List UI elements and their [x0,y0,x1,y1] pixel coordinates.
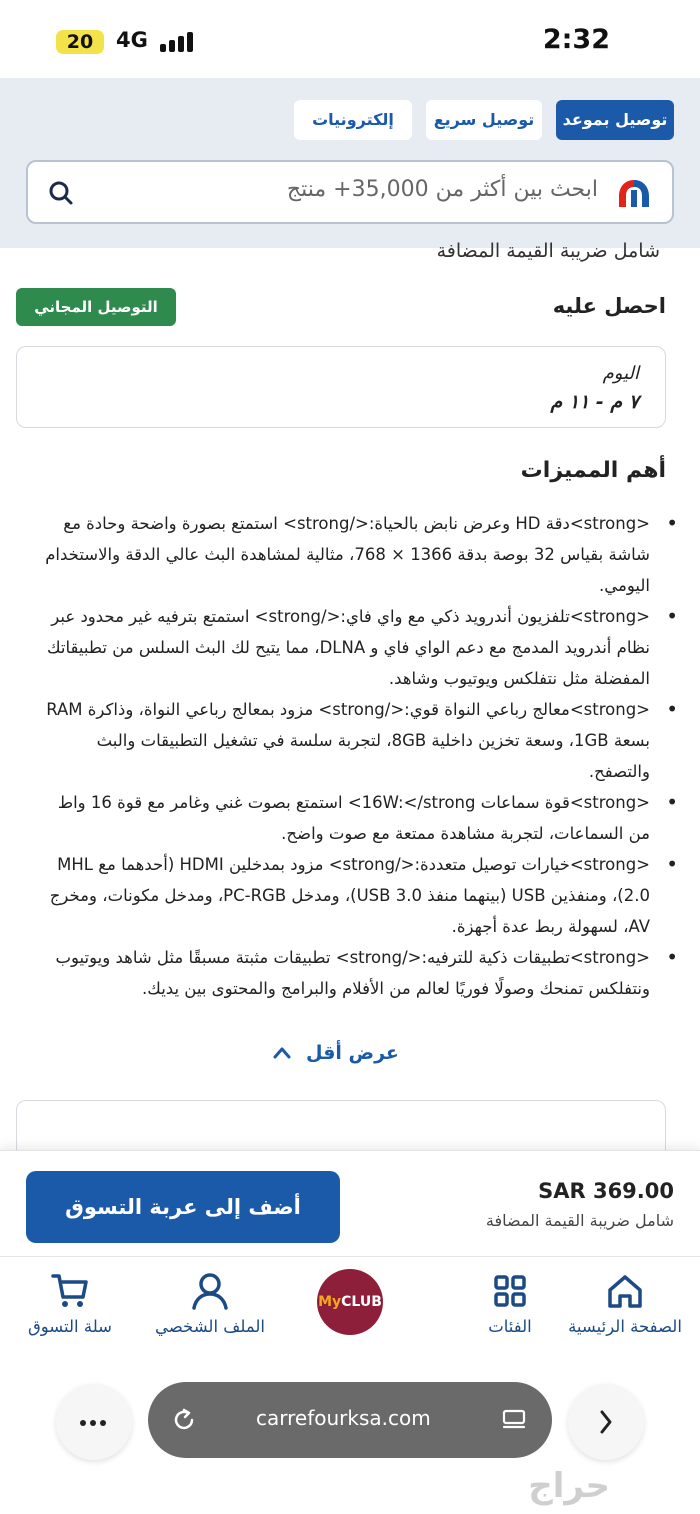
express-delivery-chip[interactable]: توصيل سريع [426,100,542,140]
carrefour-logo-icon [616,176,652,210]
reload-icon[interactable] [170,1406,198,1434]
status-bar [0,0,700,78]
nav-categories-label: الفئات [488,1317,532,1336]
delivery-title: احصل عليه [552,294,666,318]
nav-cart[interactable] [10,1271,130,1336]
nav-home[interactable] [560,1271,690,1336]
nav-profile-label: الملف الشخصي [155,1317,265,1336]
address-bar[interactable] [148,1382,552,1458]
more-dots-icon [80,1420,106,1426]
chevron-right-icon [568,1384,644,1460]
search-icon[interactable] [48,180,74,206]
sticky-cart-bar [0,1150,700,1256]
feature-item: • <strong>دقة HD وعرض نابض بالحياة:</strong> استمتع بصورة واضحة وحادة مع شاشة بقياس 32 بوصة بدقة 1366 × 768، مثالية لمشاهدة البث عالي الدقة والاستخدام اليومي. [40,508,680,601]
bottom-navigation [0,1256,700,1366]
feature-item: • <strong>معالج رباعي النواة قوي:</strong> مزود بمعالج رباعي النواة، وذاكرة RAM بسعة 1GB، وسعة تخزين داخلية 8GB، لتجربة سلسة في تشغيل التطبيقات والبث والتصفح. [40,694,680,787]
user-icon [190,1271,230,1311]
cart-icon [50,1271,90,1311]
nav-profile[interactable] [140,1271,280,1336]
browser-toolbar [0,1366,700,1514]
scheduled-delivery-chip[interactable]: توصيل بموعد [556,100,674,140]
grid-icon [490,1271,530,1311]
home-icon [605,1271,645,1311]
network-type: 4G [116,28,148,52]
delivery-time: ٧ م - ١١ م [550,391,639,413]
feature-item: • <strong>تطبيقات ذكية للترفيه:</strong> تطبيقات مثبتة مسبقًا مثل شاهد ويوتيوب ونتفلكس تمنحك وصولًا فوريًا لعالم من الأفلام والبرامج والمحتوى بين يديك. [40,942,680,1004]
features-title: أهم المميزات [520,458,666,483]
nav-categories[interactable] [470,1271,550,1336]
site-header [0,78,700,248]
free-delivery-badge: التوصيل المجاني [16,288,176,326]
feature-item: • <strong>خيارات توصيل متعددة:</strong> مزود بمدخلين HDMI (أحدهما مع MHL 2.0)، ومنفذين USB (بينهما منفذ USB 3.0)، ومدخل PC-RGB، ومدخل مكونات، ومخرج AV، لسهولة ربط عدة أجهزة. [40,849,680,942]
feature-item: • <strong>قوة سماعات 16W:</strong> استمتع بصوت غني وغامر مع قوة 16 واط من السماعات، لتجربة مشاهدة ممتعة مع صوت واضح. [40,787,680,849]
battery-indicator: 20 [56,30,104,54]
delivery-day: اليوم [602,363,639,384]
delivery-slot-card[interactable] [16,346,666,428]
nav-home-label: الصفحة الرئيسية [568,1317,682,1336]
status-time: 2:32 [542,24,610,55]
myclub-logo-icon: MyCLUB [317,1269,383,1335]
more-options-button[interactable] [56,1384,132,1460]
show-less-button[interactable] [272,1042,399,1064]
page-menu-icon[interactable] [500,1406,528,1434]
product-price: SAR 369.00 [538,1179,674,1203]
nav-cart-label: سلة التسوق [27,1317,112,1336]
nav-myclub[interactable] [317,1269,383,1335]
feature-item: • <strong>تلفزيون أندرويد ذكي مع واي فاي:</strong> استمتع بترفيه غير محدود عبر نظام أندرويد المدمج مع دعم الواي فاي و DLNA، مما يتيح لك البث السلس من تطبيقاتك المفضلة مثل نتفلكس ويوتيوب وشاهد. [40,601,680,694]
watermark-text: حراج [528,1466,610,1506]
search-input[interactable] [26,160,674,224]
forward-button[interactable] [568,1384,644,1460]
vat-note: شامل ضريبة القيمة المضافة [485,1211,674,1230]
show-less-label: عرض أقل [306,1042,399,1064]
signal-icon [160,32,193,52]
vat-note-clipped: شامل ضريبة القيمة المضافة [436,240,660,262]
url-text: carrefourksa.com [256,1406,431,1430]
add-to-cart-button[interactable]: أضف إلى عربة التسوق [26,1171,340,1243]
search-placeholder: ابحث بين أكثر من 35,000+ منتج [286,177,598,202]
electronics-chip[interactable]: إلكترونيات [294,100,412,140]
chevron-up-icon [272,1043,292,1063]
features-list [40,508,680,1004]
